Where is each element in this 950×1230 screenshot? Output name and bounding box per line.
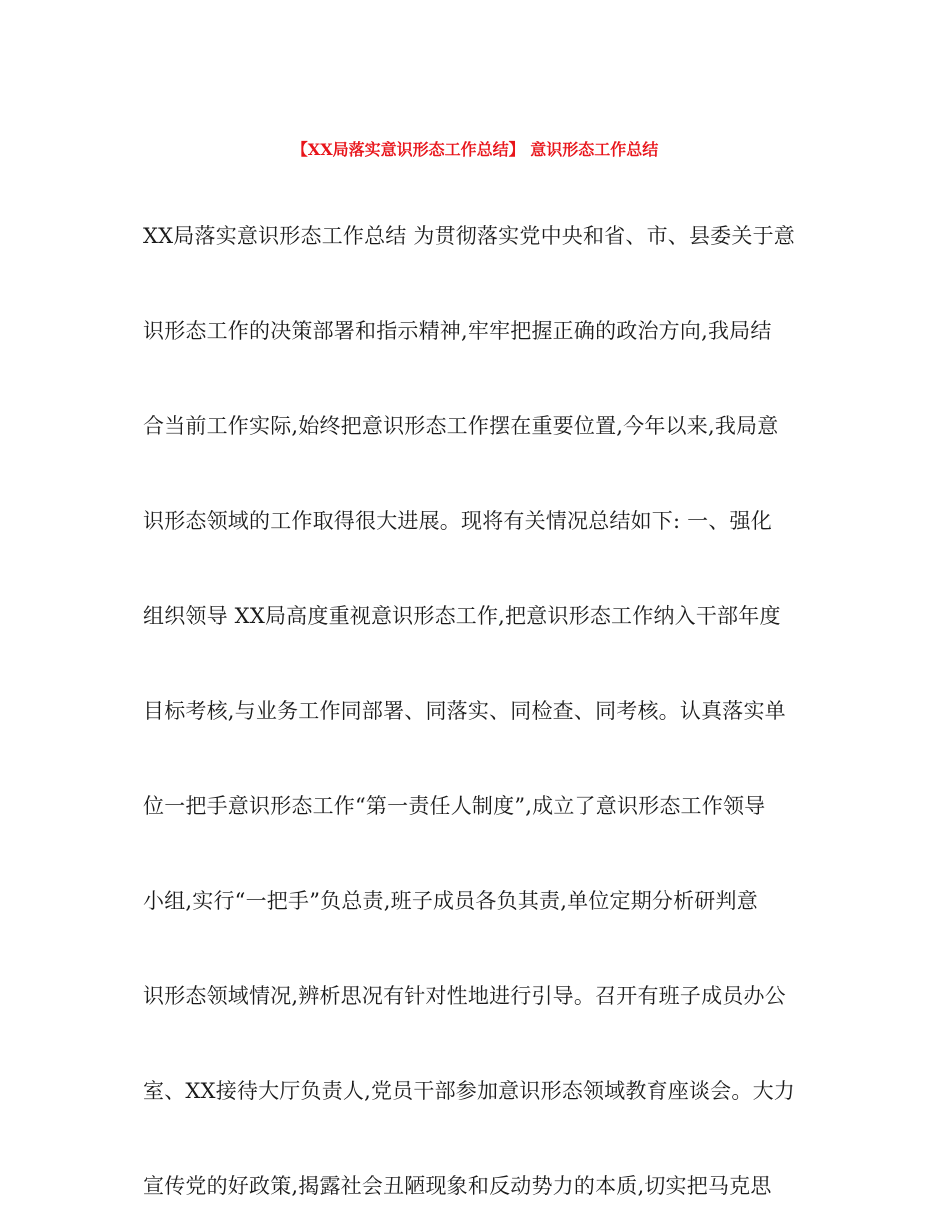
body-line-11: 宣传党的好政策,揭露社会丑陋现象和反动势力的本质,切实把马克思 xyxy=(143,1174,772,1198)
body-line-2: 识形态工作的决策部署和指示精神,牢牢把握正确的政治方向,我局结 xyxy=(143,319,772,343)
body-line-8: 小组,实行“一把手”负总责,班子成员各负其责,单位定期分析研判意 xyxy=(143,889,758,913)
body-line-4: 识形态领域的工作取得很大进展。现将有关情况总结如下: 一、强化 xyxy=(143,509,772,533)
body-line-3: 合当前工作实际,始终把意识形态工作摆在重要位置,今年以来,我局意 xyxy=(143,414,779,438)
body-line-7: 位一把手意识形态工作“第一责任人制度”,成立了意识形态工作领导 xyxy=(143,794,766,818)
body-line-5: 组织领导 XX局高度重视意识形态工作,把意识形态工作纳入干部年度 xyxy=(143,604,781,628)
document-title: 【XX局落实意识形态工作总结】 意识形态工作总结 xyxy=(291,140,659,159)
body-line-1: XX局落实意识形态工作总结 为贯彻落实党中央和省、市、县委关于意 xyxy=(143,224,795,248)
document-body xyxy=(143,212,813,1210)
body-line-10: 室、XX接待大厅负责人,党员干部参加意识形态领域教育座谈会。大力 xyxy=(143,1079,795,1103)
body-line-6: 目标考核,与业务工作同部署、同落实、同检查、同考核。认真落实单 xyxy=(143,699,786,723)
body-line-9: 识形态领域情况,辨析思况有针对性地进行引导。召开有班子成员办公 xyxy=(143,984,786,1008)
